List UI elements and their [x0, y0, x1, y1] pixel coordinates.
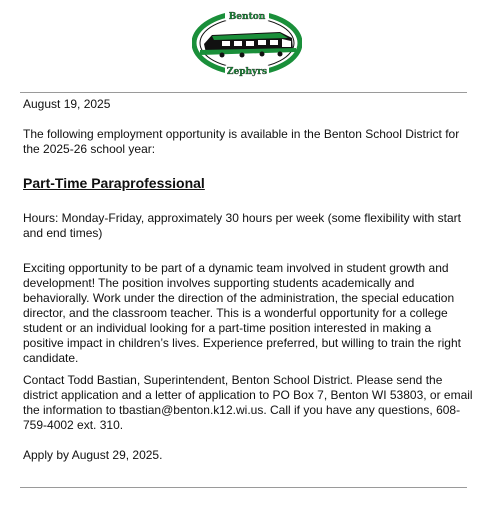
intro-paragraph: The following employment opportunity is available in the Benton School District for the 2025-26 school year:: [23, 127, 460, 156]
bottom-divider: [20, 487, 467, 488]
position-title: Part-Time Paraprofessional: [23, 175, 205, 191]
logo-top-text: Benton: [228, 12, 266, 22]
top-divider: [20, 92, 467, 93]
apply-by-paragraph: Apply by August 29, 2025.: [23, 448, 163, 462]
contact-paragraph: Contact Todd Bastian, Superintendent, Benton School District. Please send the district application and a letter of application to PO Box 7, Benton WI 53803, or email the information to tbastian@benton.k12.wi.us. Call if you have any questions, 608-759-4002 ext. 310.: [23, 373, 473, 432]
hours-paragraph: Hours: Monday-Friday, approximately 30 hours per week (some flexibility with start and end times): [23, 211, 461, 240]
benton-zephyrs-logo: [192, 8, 302, 78]
logo-bottom-text: Zephyrs: [226, 67, 268, 77]
posting-date: August 19, 2025: [23, 97, 111, 111]
description-paragraph: Exciting opportunity to be part of a dynamic team involved in student growth and development! The position involves supporting students academically and behaviorally. Work under the direction of the administration, the special education director, and the classroom teacher. This is a wonderful opportunity for a college student or an individual looking for a part-time position interested in making a positive impact in children’s lives. Experience preferred, but willing to train the right candidate.: [23, 261, 461, 365]
